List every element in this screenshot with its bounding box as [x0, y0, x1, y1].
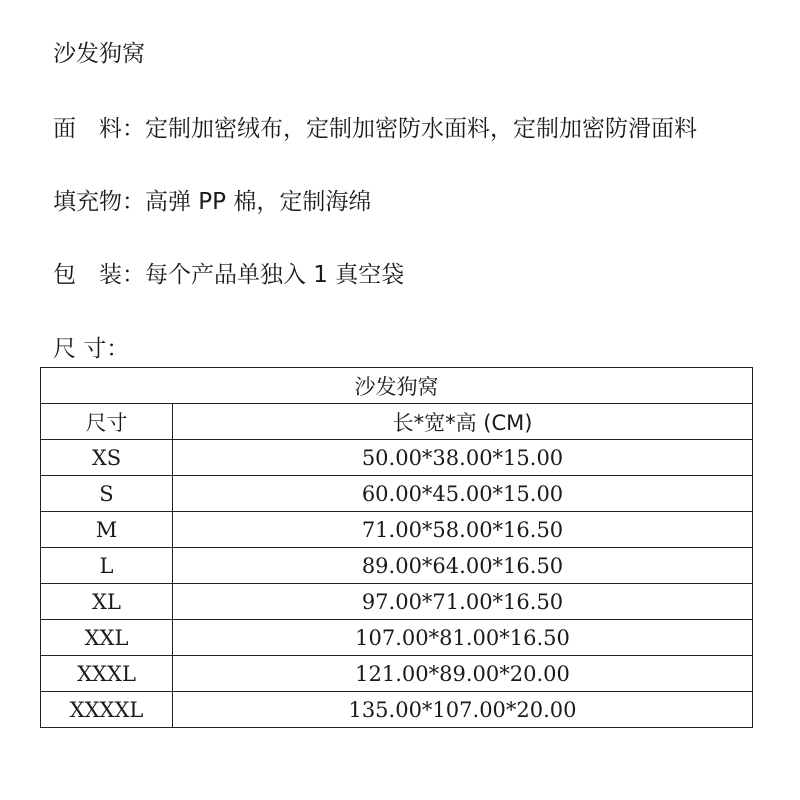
size-cell: XS	[41, 440, 173, 476]
size-cell: XXXXL	[41, 692, 173, 728]
size-cell: XXL	[41, 620, 173, 656]
header-size: 尺寸	[41, 404, 173, 440]
filling-value: 高弹 PP 棉，定制海绵	[145, 189, 372, 215]
dimension-cell: 60.00*45.00*15.00	[173, 476, 753, 512]
product-title: 沙发狗窝	[53, 41, 145, 67]
table-row	[41, 584, 753, 620]
size-cell: L	[41, 548, 173, 584]
table-row	[41, 692, 753, 728]
fabric-row	[53, 114, 697, 144]
size-cell: S	[41, 476, 173, 512]
dimension-cell: 50.00*38.00*15.00	[173, 440, 753, 476]
fabric-label: 面 料：	[53, 116, 145, 142]
dimension-cell: 89.00*64.00*16.50	[173, 548, 753, 584]
dimension-cell: 71.00*58.00*16.50	[173, 512, 753, 548]
size-cell: XXXL	[41, 656, 173, 692]
filling-row	[53, 187, 371, 217]
dimension-cell: 121.00*89.00*20.00	[173, 656, 753, 692]
size-label: 尺 寸：	[53, 336, 130, 362]
table-row	[41, 440, 753, 476]
table-row	[41, 512, 753, 548]
table-row	[41, 548, 753, 584]
packing-row	[53, 260, 404, 290]
table-caption: 沙发狗窝	[41, 368, 753, 404]
table-row	[41, 656, 753, 692]
packing-label: 包 装：	[53, 262, 145, 288]
dimension-cell: 97.00*71.00*16.50	[173, 584, 753, 620]
dimension-cell: 107.00*81.00*16.50	[173, 620, 753, 656]
size-cell: XL	[41, 584, 173, 620]
dimension-cell: 135.00*107.00*20.00	[173, 692, 753, 728]
filling-label: 填充物：	[53, 189, 145, 215]
fabric-value: 定制加密绒布，定制加密防水面料，定制加密防滑面料	[145, 116, 697, 142]
packing-value: 每个产品单独入 1 真空袋	[145, 262, 405, 288]
header-dimensions: 长*宽*高 (CM)	[173, 404, 753, 440]
table-row	[41, 620, 753, 656]
size-cell: M	[41, 512, 173, 548]
table-header-row	[41, 404, 753, 440]
size-table	[40, 367, 753, 728]
table-caption-row	[41, 368, 753, 404]
table-row	[41, 476, 753, 512]
